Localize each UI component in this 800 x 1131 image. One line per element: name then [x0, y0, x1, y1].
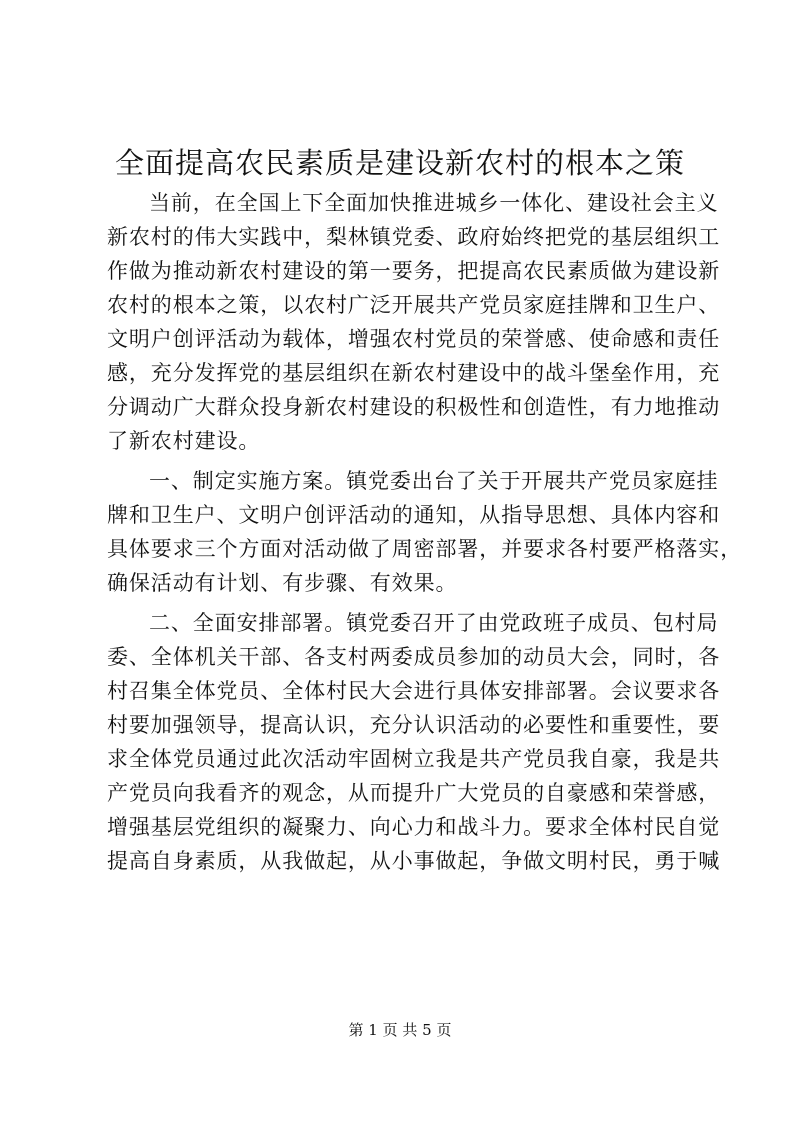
- paragraph-line: 村召集全体党员、全体村民大会进行具体安排部署。会议要求各: [107, 679, 721, 703]
- paragraph-line: 感，充分发挥党的基层组织在新农村建设中的战斗堡垒作用，充: [107, 361, 721, 385]
- paragraph-line: 增强基层党组织的凝聚力、向心力和战斗力。要求全体村民自觉: [107, 815, 721, 839]
- paragraph-line: 了新农村建设。: [107, 429, 261, 453]
- paragraph-line: 求全体党员通过此次活动牢固树立我是共产党员我自豪，我是共: [107, 747, 721, 771]
- paragraph-line: 作做为推动新农村建设的第一要务，把提高农民素质做为建设新: [107, 259, 721, 283]
- paragraph-line: 具体要求三个方面对活动做了周密部署，并要求各村要严格落实，: [107, 537, 743, 561]
- paragraph-line: 产党员向我看齐的观念，从而提升广大党员的自豪感和荣誉感，: [107, 781, 721, 805]
- paragraph-line: 一、制定实施方案。镇党委出台了关于开展共产党员家庭挂: [149, 469, 719, 493]
- document-title: 全面提高农民素质是建设新农村的根本之策: [114, 146, 685, 180]
- document-body: [107, 186, 743, 884]
- paragraph-section-one: [107, 464, 743, 600]
- paragraph-line: 文明户创评活动为载体，增强农村党员的荣誉感、使命感和责任: [107, 327, 721, 351]
- paragraph-line: 当前，在全国上下全面加快推进城乡一体化、建设社会主义: [149, 191, 719, 215]
- paragraph-line: 提高自身素质，从我做起，从小事做起，争做文明村民，勇于喊: [107, 849, 721, 873]
- paragraph-line: 牌和卫生户、文明户创评活动的通知，从指导思想、具体内容和: [107, 503, 721, 527]
- paragraph-section-two: [107, 606, 721, 878]
- paragraph-line: 分调动广大群众投身新农村建设的积极性和创造性，有力地推动: [107, 395, 721, 419]
- paragraph-line: 确保活动有计划、有步骤、有效果。: [107, 571, 458, 595]
- paragraph-line: 农村的根本之策，以农村广泛开展共产党员家庭挂牌和卫生户、: [107, 293, 721, 317]
- paragraph-line: 二、全面安排部署。镇党委召开了由党政班子成员、包村局: [149, 611, 719, 635]
- paragraph-line: 村要加强领导，提高认识，充分认识活动的必要性和重要性，要: [107, 713, 721, 737]
- paragraph-line: 新农村的伟大实践中，梨林镇党委、政府始终把党的基层组织工: [107, 225, 721, 249]
- paragraph-intro: [107, 186, 721, 458]
- page-number-footer: 第 1 页 共 5 页: [348, 1021, 452, 1039]
- paragraph-line: 委、全体机关干部、各支村两委成员参加的动员大会，同时，各: [107, 645, 721, 669]
